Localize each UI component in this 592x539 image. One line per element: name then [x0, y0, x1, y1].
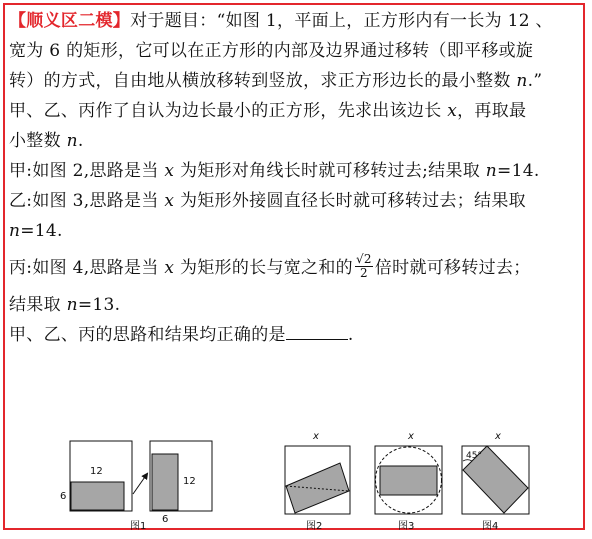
- fig1-rect-vertical: [152, 454, 178, 510]
- var-x: x: [164, 258, 175, 278]
- problem-line-4: [9, 96, 585, 126]
- sqrt2-over-2-fraction: [355, 253, 373, 280]
- fig3-rect: [380, 466, 437, 495]
- fig2-caption: 图2: [306, 521, 323, 532]
- line3-text: 转）的方式，自由地从横放移转到竖放，求正方形边长的最小整数: [9, 71, 517, 91]
- jia-text: 甲:如图 2,思路是当: [9, 161, 165, 181]
- problem-line-2: [9, 36, 585, 66]
- bing-text: 丙:如图 4,思路是当: [9, 258, 165, 278]
- line1-text: 对于题目：“如图 1，平面上，正方形内有一长为 12 、: [130, 11, 553, 31]
- fig1-arrow-icon: [133, 474, 147, 494]
- figure-1: [60, 441, 212, 532]
- bing-result: =13.: [77, 295, 121, 315]
- var-n: n: [516, 71, 528, 91]
- bing-text-2: 为矩形的长与宽之和的: [174, 258, 353, 278]
- line5-end: .: [77, 131, 84, 151]
- line5-text: 小整数: [9, 131, 67, 151]
- bing-line: [9, 246, 585, 290]
- bing-text-3: 倍时就可移转过去；: [374, 258, 531, 278]
- var-n: n: [485, 161, 498, 181]
- yi-line: [9, 186, 585, 216]
- figures-svg: [0, 428, 592, 535]
- var-n: n: [66, 131, 78, 151]
- figures-row: [0, 428, 592, 535]
- yi-text-2: 为矩形外接圆直径长时就可移转过去；结果取: [174, 191, 526, 211]
- problem-line-1: [9, 6, 585, 36]
- jia-text-2: 为矩形对角线长时就可移转过去;结果取: [174, 161, 486, 181]
- source-tag: 【顺义区二模】: [9, 11, 131, 31]
- fraction-numerator: √2: [355, 252, 372, 266]
- question-end: .: [347, 325, 354, 345]
- fig1-rect-horizontal: [71, 482, 124, 510]
- line2-text: 宽为 6 的矩形，它可以在正方形的内部及边界通过移转（即平移或旋: [9, 41, 534, 61]
- question-line: [9, 320, 585, 350]
- fig1-label-length: 12: [90, 466, 103, 477]
- fig1-label-width-2: 6: [162, 514, 169, 525]
- fraction-denominator: 2: [359, 266, 368, 280]
- fig1-label-width: 6: [60, 491, 67, 502]
- var-x: x: [164, 161, 175, 181]
- var-n: n: [66, 295, 78, 315]
- yi-text: 乙:如图 3,思路是当: [9, 191, 165, 211]
- fig4-x-label: x: [495, 431, 501, 442]
- problem-text: [9, 6, 585, 350]
- question-text: 甲、乙、丙的思路和结果均正确的是: [9, 325, 286, 345]
- line4-end: ，再取最: [457, 101, 527, 121]
- jia-line: [9, 156, 585, 186]
- fig4-angle-label: 45°: [466, 451, 482, 461]
- var-x: x: [447, 101, 458, 121]
- fig3-x-label: x: [408, 431, 414, 442]
- jia-result: =14.: [497, 161, 540, 181]
- fig1-caption: 图1: [130, 521, 147, 532]
- answer-blank[interactable]: [286, 323, 348, 340]
- fig2-x-label: x: [313, 431, 319, 442]
- figure-3: [375, 431, 442, 532]
- line3-end: .”: [527, 71, 543, 91]
- fig1-label-length-2: 12: [183, 476, 196, 487]
- yi-result-line: [9, 216, 585, 246]
- bing-result-text: 结果取: [9, 295, 67, 315]
- var-x: x: [164, 191, 175, 211]
- yi-result: =14.: [20, 221, 63, 241]
- var-n: n: [9, 221, 21, 241]
- figure-4: [462, 431, 529, 532]
- figure-2: [285, 431, 350, 532]
- problem-line-5: [9, 126, 585, 156]
- problem-line-3: [9, 66, 585, 96]
- fig3-caption: 图3: [398, 521, 415, 532]
- line4-text: 甲、乙、丙作了自认为边长最小的正方形，先求出该边长: [9, 101, 448, 121]
- fig4-caption: 图4: [482, 521, 499, 532]
- bing-result-line: [9, 290, 585, 320]
